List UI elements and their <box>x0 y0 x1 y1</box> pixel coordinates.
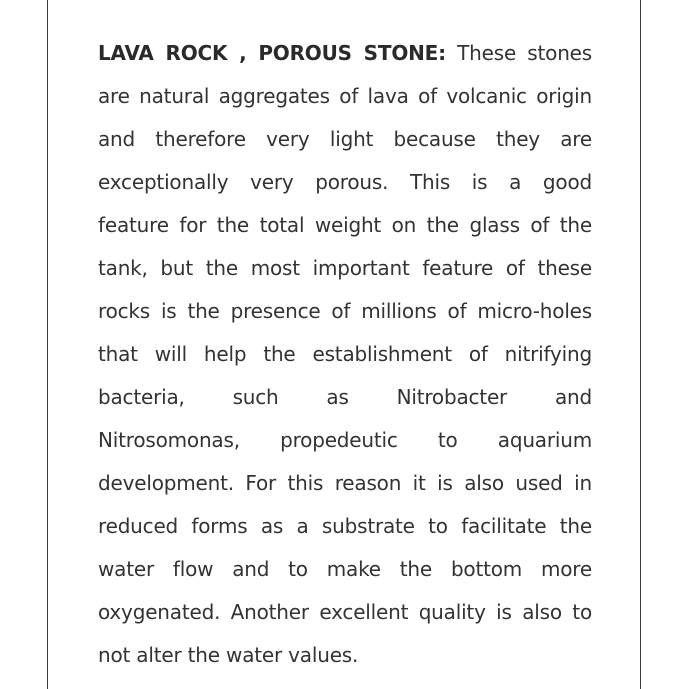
paragraph-line-7: rocks is the presence of millions of micro-holes <box>98 299 592 323</box>
right-border-line <box>640 0 641 689</box>
paragraph-line-13: water flow and to make the bottom more <box>98 557 592 581</box>
paragraph-line-2: are natural aggregates of lava of volcanic origin <box>98 84 592 108</box>
paragraph-line-4: exceptionally very porous. This is a good <box>98 170 592 194</box>
paragraph-line-5: feature for the total weight on the glass of the <box>98 213 592 237</box>
paragraph-line-6: tank, but the most important feature of these <box>98 256 592 280</box>
heading-label: LAVA ROCK , POROUS STONE: <box>98 41 446 65</box>
paragraph-line-14: oxygenated. Another excellent quality is also to <box>98 600 592 624</box>
first-line-text: These stones <box>445 41 592 65</box>
paragraph-line-12: reduced forms as a substrate to facilitate the <box>98 514 592 538</box>
paragraph-line-9: bacteria, such as Nitrobacter and <box>98 385 592 409</box>
paragraph-line-1 <box>98 32 592 75</box>
paragraph-line-15: not alter the water values. <box>98 643 359 667</box>
paragraph-line-3: and therefore very light because they are <box>98 127 592 151</box>
paragraph <box>98 32 592 677</box>
paragraph-line-10: Nitrosomonas, propedeutic to aquarium <box>98 428 592 452</box>
paragraph-line-11: development. For this reason it is also used in <box>98 471 592 495</box>
paragraph-line-8: that will help the establishment of nitrifying <box>98 342 592 366</box>
left-border-line <box>47 0 48 689</box>
